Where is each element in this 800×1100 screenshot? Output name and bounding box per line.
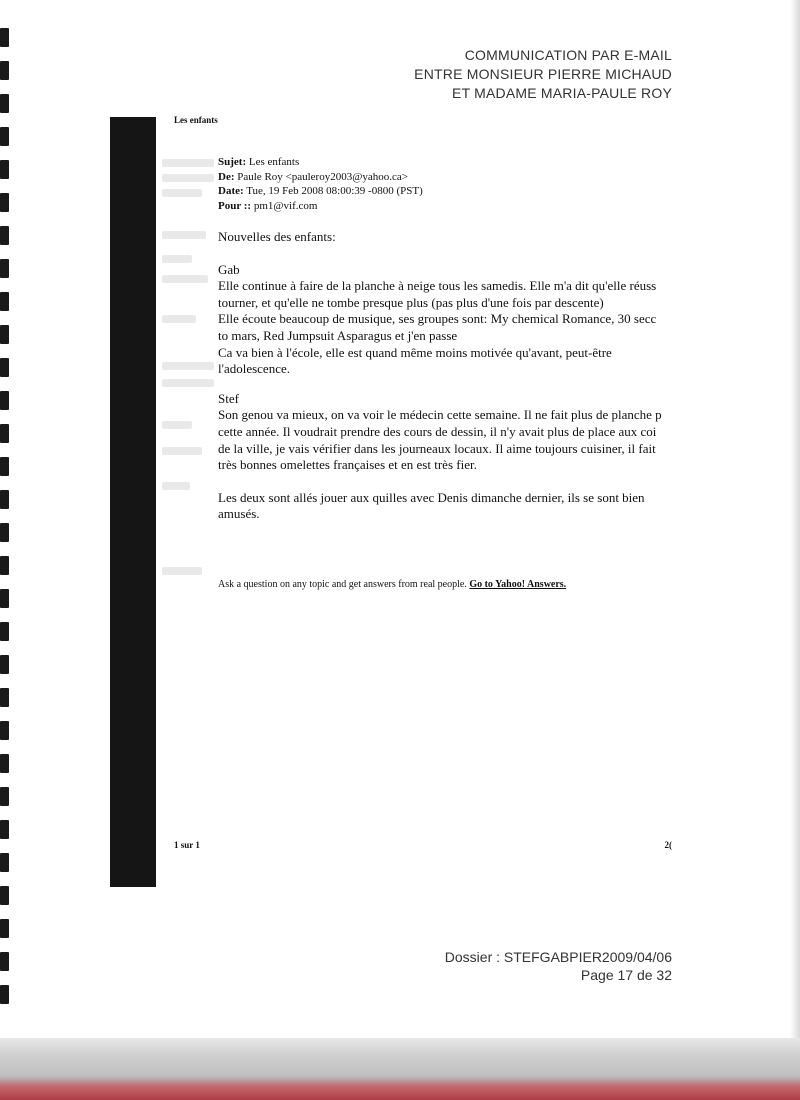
bleedthrough-mark (162, 362, 214, 370)
binding-hole (0, 292, 9, 311)
from-label: De: (218, 170, 235, 183)
to-label: Pour :: (218, 199, 252, 212)
body-line: cette année. Il voudrait prendre des cours de dessin, il n'y avait plus de place aux coi (218, 423, 657, 439)
binding-hole (0, 490, 9, 509)
email-headers (218, 155, 423, 213)
bleedthrough-mark (162, 567, 202, 575)
body-line: Elle écoute beaucoup de musique, ses groupes sont: My chemical Romance, 30 secc (218, 311, 657, 327)
binding-hole (0, 985, 9, 1004)
binding-hole (0, 94, 9, 113)
binder-cover-edge (0, 1038, 800, 1100)
document-header (414, 46, 672, 103)
yahoo-text: Ask a question on any topic and get answers from real people. (218, 579, 467, 590)
spiral-binding (0, 0, 14, 1100)
binding-hole (0, 193, 9, 212)
document-footer (445, 948, 672, 984)
bleedthrough-mark (162, 159, 214, 167)
subject-label: Sujet: (218, 156, 247, 168)
body-line: tourner, et qu'elle ne tombe presque plus (pas plus d'une fois par descente) (218, 294, 604, 310)
body-line: amusés. (218, 506, 260, 522)
binding-hole (0, 424, 9, 443)
bleedthrough-mark (162, 275, 208, 283)
body-line: Son genou va mieux, on va voir le médecin cette semaine. Il ne fait plus de planche p (218, 407, 662, 423)
binding-hole (0, 820, 9, 839)
print-page-right: 2( (664, 840, 672, 850)
body-line: très bonnes omelettes françaises et en est très fier. (218, 457, 477, 473)
body-line: Ca va bien à l'école, elle est quand même moins motivée qu'avant, peut-être (218, 344, 612, 360)
scanned-email-printout (110, 117, 672, 887)
date-row (218, 184, 423, 199)
dossier-reference: Dossier : STEFGABPIER2009/04/06 (444, 949, 672, 965)
binding-hole (0, 226, 9, 245)
bleedthrough-mark (162, 315, 196, 323)
body-intro: Nouvelles des enfants: (218, 229, 336, 244)
bleedthrough-mark (162, 379, 214, 387)
binding-hole (0, 61, 9, 80)
bleedthrough-mark (162, 255, 192, 263)
binding-hole (0, 622, 9, 641)
binding-hole (0, 919, 9, 938)
date-label: Date: (218, 185, 244, 197)
bleedthrough-mark (162, 189, 202, 197)
binding-hole (0, 721, 9, 740)
binding-hole (0, 556, 9, 575)
body-line: l'adolescence. (218, 361, 290, 377)
subject-row (218, 155, 423, 170)
scan-black-margin (110, 117, 156, 887)
binding-hole (0, 127, 9, 146)
from-value: Paule Roy <pauleroy2003@yahoo.ca> (237, 170, 408, 183)
binding-hole (0, 160, 9, 179)
binding-hole (0, 457, 9, 476)
email-body (218, 229, 672, 523)
bleedthrough-mark (162, 421, 192, 429)
header-line-3: ET MADAME MARIA-PAULE ROY (452, 85, 672, 101)
bleedthrough-mark (162, 482, 190, 490)
binding-hole (0, 754, 9, 773)
print-page-number: 1 sur 1 (174, 840, 200, 850)
print-title: Les enfants (174, 115, 218, 125)
bleedthrough-mark (162, 174, 214, 182)
binding-hole (0, 787, 9, 806)
to-value: pm1@vif.com (253, 199, 318, 212)
binding-hole (0, 325, 9, 344)
body-line: Les deux sont allés jouer aux quilles avec Denis dimanche dernier, ils se sont bien (218, 489, 645, 505)
binding-hole (0, 523, 9, 542)
binding-hole (0, 853, 9, 872)
bleedthrough-mark (162, 447, 202, 455)
section-stef-title: Stef (218, 390, 239, 406)
binding-hole (0, 952, 9, 971)
yahoo-footer (218, 579, 566, 590)
body-line: Elle continue à faire de la planche à neige tous les samedis. Elle m'a dit qu'elle réuss (218, 278, 657, 294)
body-line: de la ville, je vais vérifier dans les journeaux locaux. Il aime toujours cuisiner, il fait (218, 440, 656, 456)
binding-hole (0, 358, 9, 377)
page-counter: Page 17 de 32 (580, 967, 672, 983)
binding-hole (0, 886, 9, 905)
from-row (218, 170, 423, 185)
binding-hole (0, 655, 9, 674)
to-row (218, 199, 423, 214)
binding-hole (0, 259, 9, 278)
section-gab-title: Gab (218, 261, 240, 277)
binding-hole (0, 688, 9, 707)
body-line: to mars, Red Jumpsuit Asparagus et j'en passe (218, 327, 458, 343)
bleedthrough-mark (162, 231, 206, 239)
header-line-1: COMMUNICATION PAR E-MAIL (464, 47, 672, 63)
binding-hole (0, 589, 9, 608)
binding-hole (0, 391, 9, 410)
binding-hole (0, 28, 9, 47)
page-edge (790, 0, 800, 1100)
yahoo-answers-link[interactable]: Go to Yahoo! Answers. (469, 579, 567, 590)
subject-value: Les enfants (248, 156, 300, 168)
date-value: Tue, 19 Feb 2008 08:00:39 -0800 (PST) (246, 185, 423, 197)
header-line-2: ENTRE MONSIEUR PIERRE MICHAUD (414, 66, 672, 82)
